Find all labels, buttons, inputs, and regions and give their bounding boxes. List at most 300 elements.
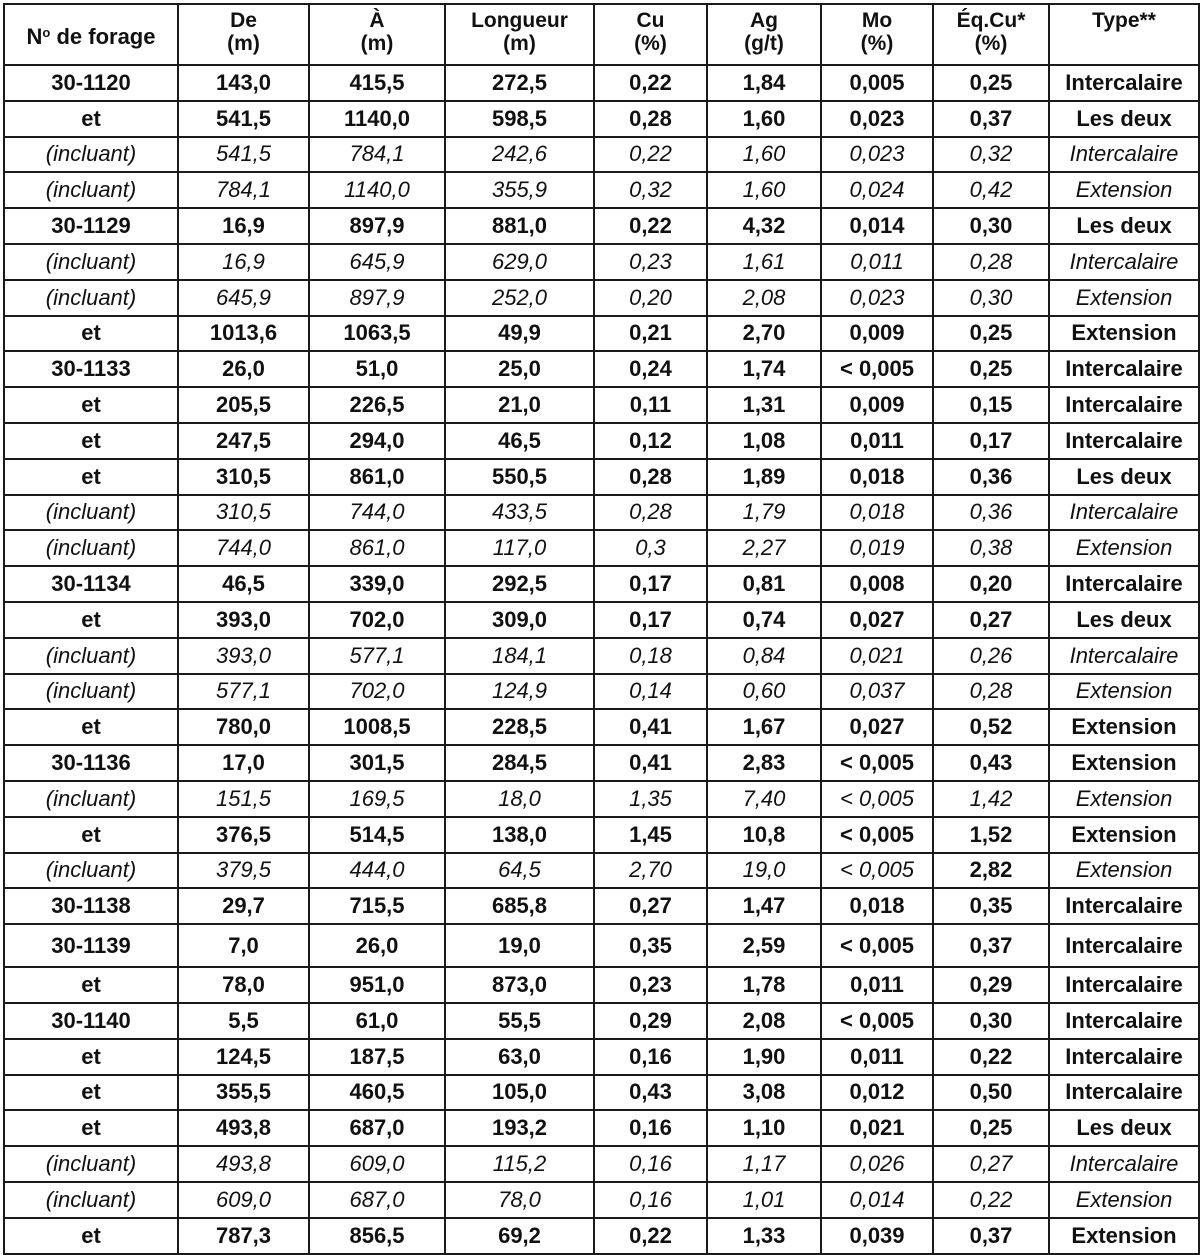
table-row bbox=[4, 495, 1199, 531]
cell-length-m: 873,0 bbox=[445, 967, 594, 1003]
cell-from-m: 355,5 bbox=[178, 1075, 309, 1111]
table-row bbox=[4, 888, 1199, 924]
cell-from-m: 577,1 bbox=[178, 674, 309, 710]
cell-mo-pct: < 0,005 bbox=[821, 1003, 933, 1039]
cell-cu-pct: 0,21 bbox=[594, 316, 707, 352]
header-to-label: À bbox=[369, 9, 385, 32]
cell-hole-number: et bbox=[4, 967, 178, 1003]
cell-from-m: 493,8 bbox=[178, 1146, 309, 1182]
table-row bbox=[4, 853, 1199, 889]
cell-cu-equivalent-pct: 0,25 bbox=[933, 316, 1049, 352]
cell-hole-number: (incluant) bbox=[4, 781, 178, 817]
cell-type: Les deux bbox=[1049, 602, 1199, 638]
cell-hole-number: et bbox=[4, 101, 178, 137]
cell-cu-pct: 0,27 bbox=[594, 888, 707, 924]
cell-mo-pct: 0,023 bbox=[821, 137, 933, 173]
cell-ag-gt: 1,61 bbox=[707, 244, 821, 280]
cell-type: Extension bbox=[1049, 745, 1199, 781]
cell-to-m: 26,0 bbox=[309, 924, 445, 967]
header-mo bbox=[821, 4, 933, 65]
cell-from-m: 784,1 bbox=[178, 172, 309, 208]
cell-mo-pct: 0,011 bbox=[821, 967, 933, 1003]
cell-mo-pct: 0,021 bbox=[821, 638, 933, 674]
cell-length-m: 309,0 bbox=[445, 602, 594, 638]
cell-type: Intercalaire bbox=[1049, 1075, 1199, 1111]
cell-cu-pct: 0,23 bbox=[594, 967, 707, 1003]
cell-cu-equivalent-pct: 0,29 bbox=[933, 967, 1049, 1003]
header-hole-label-rest: de forage bbox=[50, 24, 156, 49]
cell-mo-pct: < 0,005 bbox=[821, 351, 933, 387]
drill-results-table bbox=[3, 3, 1200, 1255]
header-cu-equivalent bbox=[933, 4, 1049, 65]
cell-cu-pct: 0,18 bbox=[594, 638, 707, 674]
cell-hole-number: (incluant) bbox=[4, 495, 178, 531]
cell-cu-equivalent-pct: 0,25 bbox=[933, 1110, 1049, 1146]
header-ag-unit: (g/t) bbox=[744, 32, 784, 55]
cell-from-m: 1013,6 bbox=[178, 316, 309, 352]
cell-ag-gt: 1,78 bbox=[707, 967, 821, 1003]
cell-from-m: 26,0 bbox=[178, 351, 309, 387]
cell-cu-equivalent-pct: 0,27 bbox=[933, 1146, 1049, 1182]
cell-cu-pct: 1,35 bbox=[594, 781, 707, 817]
cell-to-m: 1140,0 bbox=[309, 172, 445, 208]
cell-hole-number: et bbox=[4, 1075, 178, 1111]
table-row bbox=[4, 817, 1199, 853]
cell-hole-number: 30-1138 bbox=[4, 888, 178, 924]
cell-length-m: 242,6 bbox=[445, 137, 594, 173]
header-length-label: Longueur bbox=[471, 9, 568, 32]
cell-from-m: 310,5 bbox=[178, 495, 309, 531]
cell-from-m: 16,9 bbox=[178, 244, 309, 280]
cell-type: Extension bbox=[1049, 316, 1199, 352]
cell-ag-gt: 19,0 bbox=[707, 853, 821, 889]
table-row bbox=[4, 674, 1199, 710]
cell-ag-gt: 7,40 bbox=[707, 781, 821, 817]
cell-mo-pct: 0,011 bbox=[821, 244, 933, 280]
cell-length-m: 115,2 bbox=[445, 1146, 594, 1182]
cell-length-m: 55,5 bbox=[445, 1003, 594, 1039]
cell-ag-gt: 1,31 bbox=[707, 387, 821, 423]
cell-mo-pct: 0,005 bbox=[821, 65, 933, 101]
cell-length-m: 284,5 bbox=[445, 745, 594, 781]
cell-type: Extension bbox=[1049, 781, 1199, 817]
cell-hole-number: 30-1133 bbox=[4, 351, 178, 387]
cell-cu-equivalent-pct: 1,42 bbox=[933, 781, 1049, 817]
cell-length-m: 629,0 bbox=[445, 244, 594, 280]
cell-to-m: 1008,5 bbox=[309, 709, 445, 745]
cell-cu-equivalent-pct: 1,52 bbox=[933, 817, 1049, 853]
cell-length-m: 184,1 bbox=[445, 638, 594, 674]
cell-hole-number: 30-1129 bbox=[4, 208, 178, 244]
cell-length-m: 78,0 bbox=[445, 1182, 594, 1218]
cell-cu-equivalent-pct: 0,15 bbox=[933, 387, 1049, 423]
cell-ag-gt: 1,74 bbox=[707, 351, 821, 387]
cell-mo-pct: 0,011 bbox=[821, 423, 933, 459]
cell-hole-number: (incluant) bbox=[4, 853, 178, 889]
cell-length-m: 117,0 bbox=[445, 530, 594, 566]
table-row bbox=[4, 1146, 1199, 1182]
cell-type: Les deux bbox=[1049, 459, 1199, 495]
cell-cu-equivalent-pct: 0,30 bbox=[933, 1003, 1049, 1039]
cell-length-m: 598,5 bbox=[445, 101, 594, 137]
header-from bbox=[178, 4, 309, 65]
cell-cu-pct: 0,28 bbox=[594, 101, 707, 137]
cell-type: Extension bbox=[1049, 530, 1199, 566]
cell-length-m: 138,0 bbox=[445, 817, 594, 853]
cell-from-m: 393,0 bbox=[178, 602, 309, 638]
cell-type: Intercalaire bbox=[1049, 351, 1199, 387]
cell-from-m: 645,9 bbox=[178, 280, 309, 316]
cell-type: Extension bbox=[1049, 1218, 1199, 1254]
cell-from-m: 541,5 bbox=[178, 137, 309, 173]
cell-cu-pct: 0,16 bbox=[594, 1182, 707, 1218]
cell-type: Extension bbox=[1049, 1182, 1199, 1218]
cell-from-m: 46,5 bbox=[178, 566, 309, 602]
cell-length-m: 881,0 bbox=[445, 208, 594, 244]
cell-length-m: 550,5 bbox=[445, 459, 594, 495]
header-cu bbox=[594, 4, 707, 65]
cell-mo-pct: 0,018 bbox=[821, 495, 933, 531]
cell-mo-pct: 0,024 bbox=[821, 172, 933, 208]
cell-length-m: 46,5 bbox=[445, 423, 594, 459]
cell-type: Les deux bbox=[1049, 1110, 1199, 1146]
header-type bbox=[1049, 4, 1199, 65]
cell-cu-pct: 0,43 bbox=[594, 1075, 707, 1111]
header-mo-unit: (%) bbox=[860, 32, 894, 55]
cell-cu-equivalent-pct: 0,26 bbox=[933, 638, 1049, 674]
cell-cu-pct: 0,22 bbox=[594, 65, 707, 101]
cell-ag-gt: 1,60 bbox=[707, 101, 821, 137]
cell-mo-pct: < 0,005 bbox=[821, 817, 933, 853]
cell-hole-number: et bbox=[4, 316, 178, 352]
cell-mo-pct: 0,037 bbox=[821, 674, 933, 710]
cell-cu-equivalent-pct: 0,22 bbox=[933, 1182, 1049, 1218]
cell-mo-pct: 0,018 bbox=[821, 459, 933, 495]
cell-from-m: 376,5 bbox=[178, 817, 309, 853]
cell-mo-pct: 0,014 bbox=[821, 208, 933, 244]
cell-cu-pct: 1,45 bbox=[594, 817, 707, 853]
cell-from-m: 5,5 bbox=[178, 1003, 309, 1039]
cell-hole-number: (incluant) bbox=[4, 244, 178, 280]
table-row bbox=[4, 208, 1199, 244]
cell-from-m: 310,5 bbox=[178, 459, 309, 495]
cell-to-m: 415,5 bbox=[309, 65, 445, 101]
cell-cu-equivalent-pct: 0,20 bbox=[933, 566, 1049, 602]
cell-length-m: 685,8 bbox=[445, 888, 594, 924]
cell-length-m: 49,9 bbox=[445, 316, 594, 352]
cell-from-m: 247,5 bbox=[178, 423, 309, 459]
cell-cu-pct: 0,20 bbox=[594, 280, 707, 316]
table-row bbox=[4, 387, 1199, 423]
cell-mo-pct: < 0,005 bbox=[821, 853, 933, 889]
cell-cu-pct: 0,16 bbox=[594, 1039, 707, 1075]
table-row bbox=[4, 316, 1199, 352]
cell-ag-gt: 2,08 bbox=[707, 1003, 821, 1039]
cell-from-m: 124,5 bbox=[178, 1039, 309, 1075]
cell-cu-equivalent-pct: 0,30 bbox=[933, 208, 1049, 244]
cell-type: Intercalaire bbox=[1049, 387, 1199, 423]
cell-cu-equivalent-pct: 0,27 bbox=[933, 602, 1049, 638]
cell-type: Extension bbox=[1049, 674, 1199, 710]
table-row bbox=[4, 967, 1199, 1003]
cell-cu-pct: 0,16 bbox=[594, 1146, 707, 1182]
cell-to-m: 744,0 bbox=[309, 495, 445, 531]
cell-to-m: 339,0 bbox=[309, 566, 445, 602]
cell-cu-pct: 0,14 bbox=[594, 674, 707, 710]
cell-cu-equivalent-pct: 0,17 bbox=[933, 423, 1049, 459]
table-row bbox=[4, 566, 1199, 602]
cell-cu-pct: 0,17 bbox=[594, 566, 707, 602]
cell-ag-gt: 0,60 bbox=[707, 674, 821, 710]
cell-ag-gt: 1,17 bbox=[707, 1146, 821, 1182]
cell-type: Intercalaire bbox=[1049, 1146, 1199, 1182]
cell-hole-number: (incluant) bbox=[4, 137, 178, 173]
header-cueq-label: Éq.Cu* bbox=[956, 9, 1026, 32]
cell-hole-number: et bbox=[4, 423, 178, 459]
cell-length-m: 63,0 bbox=[445, 1039, 594, 1075]
cell-length-m: 193,2 bbox=[445, 1110, 594, 1146]
cell-hole-number: 30-1139 bbox=[4, 924, 178, 967]
cell-type: Intercalaire bbox=[1049, 65, 1199, 101]
cell-type: Intercalaire bbox=[1049, 1039, 1199, 1075]
cell-hole-number: 30-1134 bbox=[4, 566, 178, 602]
cell-ag-gt: 1,79 bbox=[707, 495, 821, 531]
cell-mo-pct: 0,009 bbox=[821, 316, 933, 352]
cell-hole-number: et bbox=[4, 1218, 178, 1254]
cell-length-m: 69,2 bbox=[445, 1218, 594, 1254]
cell-to-m: 702,0 bbox=[309, 602, 445, 638]
cell-ag-gt: 1,08 bbox=[707, 423, 821, 459]
cell-ag-gt: 2,27 bbox=[707, 530, 821, 566]
cell-from-m: 744,0 bbox=[178, 530, 309, 566]
cell-cu-pct: 2,70 bbox=[594, 853, 707, 889]
cell-cu-pct: 0,22 bbox=[594, 208, 707, 244]
header-cu-unit: (%) bbox=[634, 32, 667, 55]
header-ag-label: Ag bbox=[750, 9, 778, 32]
cell-length-m: 292,5 bbox=[445, 566, 594, 602]
cell-to-m: 861,0 bbox=[309, 459, 445, 495]
cell-to-m: 784,1 bbox=[309, 137, 445, 173]
cell-ag-gt: 0,84 bbox=[707, 638, 821, 674]
cell-to-m: 897,9 bbox=[309, 280, 445, 316]
cell-cu-equivalent-pct: 0,25 bbox=[933, 351, 1049, 387]
cell-from-m: 7,0 bbox=[178, 924, 309, 967]
cell-type: Les deux bbox=[1049, 101, 1199, 137]
cell-cu-equivalent-pct: 0,37 bbox=[933, 101, 1049, 137]
cell-to-m: 444,0 bbox=[309, 853, 445, 889]
header-hole-number bbox=[4, 4, 178, 65]
cell-ag-gt: 1,47 bbox=[707, 888, 821, 924]
cell-cu-equivalent-pct: 0,30 bbox=[933, 280, 1049, 316]
cell-cu-equivalent-pct: 0,43 bbox=[933, 745, 1049, 781]
cell-type: Intercalaire bbox=[1049, 638, 1199, 674]
cell-type: Extension bbox=[1049, 709, 1199, 745]
cell-cu-equivalent-pct: 0,36 bbox=[933, 459, 1049, 495]
cell-ag-gt: 10,8 bbox=[707, 817, 821, 853]
cell-type: Intercalaire bbox=[1049, 244, 1199, 280]
cell-cu-pct: 0,23 bbox=[594, 244, 707, 280]
cell-ag-gt: 0,74 bbox=[707, 602, 821, 638]
cell-from-m: 609,0 bbox=[178, 1182, 309, 1218]
table-row bbox=[4, 745, 1199, 781]
cell-type: Extension bbox=[1049, 280, 1199, 316]
table-row bbox=[4, 423, 1199, 459]
header-to bbox=[309, 4, 445, 65]
cell-from-m: 541,5 bbox=[178, 101, 309, 137]
cell-cu-pct: 0,28 bbox=[594, 459, 707, 495]
cell-cu-equivalent-pct: 0,22 bbox=[933, 1039, 1049, 1075]
cell-ag-gt: 2,83 bbox=[707, 745, 821, 781]
cell-cu-pct: 0,24 bbox=[594, 351, 707, 387]
cell-to-m: 169,5 bbox=[309, 781, 445, 817]
cell-hole-number: et bbox=[4, 387, 178, 423]
cell-type: Extension bbox=[1049, 853, 1199, 889]
header-from-unit: (m) bbox=[227, 32, 260, 55]
cell-cu-equivalent-pct: 0,28 bbox=[933, 674, 1049, 710]
cell-mo-pct: 0,008 bbox=[821, 566, 933, 602]
table-row bbox=[4, 101, 1199, 137]
cell-to-m: 514,5 bbox=[309, 817, 445, 853]
table-row bbox=[4, 924, 1199, 967]
table-row bbox=[4, 1075, 1199, 1111]
cell-ag-gt: 0,81 bbox=[707, 566, 821, 602]
cell-to-m: 715,5 bbox=[309, 888, 445, 924]
cell-type: Intercalaire bbox=[1049, 495, 1199, 531]
cell-cu-pct: 0,41 bbox=[594, 745, 707, 781]
cell-ag-gt: 2,70 bbox=[707, 316, 821, 352]
cell-from-m: 493,8 bbox=[178, 1110, 309, 1146]
cell-length-m: 18,0 bbox=[445, 781, 594, 817]
cell-hole-number: (incluant) bbox=[4, 638, 178, 674]
cell-hole-number: et bbox=[4, 817, 178, 853]
cell-mo-pct: < 0,005 bbox=[821, 924, 933, 967]
header-cueq-unit: (%) bbox=[974, 32, 1008, 55]
cell-mo-pct: 0,023 bbox=[821, 280, 933, 316]
cell-mo-pct: 0,026 bbox=[821, 1146, 933, 1182]
cell-cu-pct: 0,22 bbox=[594, 1218, 707, 1254]
cell-cu-pct: 0,32 bbox=[594, 172, 707, 208]
cell-type: Extension bbox=[1049, 817, 1199, 853]
cell-length-m: 252,0 bbox=[445, 280, 594, 316]
cell-hole-number: et bbox=[4, 1039, 178, 1075]
cell-ag-gt: 1,67 bbox=[707, 709, 821, 745]
cell-to-m: 301,5 bbox=[309, 745, 445, 781]
cell-to-m: 702,0 bbox=[309, 674, 445, 710]
cell-hole-number: et bbox=[4, 1110, 178, 1146]
cell-length-m: 355,9 bbox=[445, 172, 594, 208]
header-length bbox=[445, 4, 594, 65]
cell-type: Intercalaire bbox=[1049, 566, 1199, 602]
cell-from-m: 151,5 bbox=[178, 781, 309, 817]
cell-ag-gt: 1,01 bbox=[707, 1182, 821, 1218]
cell-ag-gt: 1,89 bbox=[707, 459, 821, 495]
cell-type: Intercalaire bbox=[1049, 888, 1199, 924]
cell-hole-number: (incluant) bbox=[4, 530, 178, 566]
table-row bbox=[4, 1218, 1199, 1254]
cell-mo-pct: 0,011 bbox=[821, 1039, 933, 1075]
cell-from-m: 393,0 bbox=[178, 638, 309, 674]
table-row bbox=[4, 530, 1199, 566]
cell-to-m: 1140,0 bbox=[309, 101, 445, 137]
header-hole-label: N bbox=[26, 24, 43, 49]
cell-hole-number: 30-1136 bbox=[4, 745, 178, 781]
table-row bbox=[4, 1039, 1199, 1075]
table-row bbox=[4, 1003, 1199, 1039]
cell-to-m: 61,0 bbox=[309, 1003, 445, 1039]
cell-ag-gt: 1,60 bbox=[707, 137, 821, 173]
cell-cu-pct: 0,3 bbox=[594, 530, 707, 566]
cell-hole-number: et bbox=[4, 459, 178, 495]
cell-mo-pct: 0,027 bbox=[821, 709, 933, 745]
table-row bbox=[4, 602, 1199, 638]
cell-hole-number: (incluant) bbox=[4, 172, 178, 208]
table-row bbox=[4, 137, 1199, 173]
cell-ag-gt: 4,32 bbox=[707, 208, 821, 244]
cell-from-m: 16,9 bbox=[178, 208, 309, 244]
table-row bbox=[4, 1110, 1199, 1146]
cell-from-m: 205,5 bbox=[178, 387, 309, 423]
table-row bbox=[4, 709, 1199, 745]
cell-mo-pct: 0,019 bbox=[821, 530, 933, 566]
cell-ag-gt: 1,90 bbox=[707, 1039, 821, 1075]
cell-to-m: 687,0 bbox=[309, 1182, 445, 1218]
cell-to-m: 856,5 bbox=[309, 1218, 445, 1254]
cell-hole-number: (incluant) bbox=[4, 1182, 178, 1218]
table-body bbox=[4, 65, 1199, 1254]
cell-cu-equivalent-pct: 0,37 bbox=[933, 1218, 1049, 1254]
cell-length-m: 105,0 bbox=[445, 1075, 594, 1111]
cell-cu-equivalent-pct: 0,37 bbox=[933, 924, 1049, 967]
cell-ag-gt: 3,08 bbox=[707, 1075, 821, 1111]
cell-hole-number: 30-1120 bbox=[4, 65, 178, 101]
cell-type: Intercalaire bbox=[1049, 423, 1199, 459]
cell-type: Extension bbox=[1049, 172, 1199, 208]
header-ag bbox=[707, 4, 821, 65]
cell-to-m: 897,9 bbox=[309, 208, 445, 244]
cell-mo-pct: 0,012 bbox=[821, 1075, 933, 1111]
cell-ag-gt: 1,33 bbox=[707, 1218, 821, 1254]
cell-mo-pct: 0,009 bbox=[821, 387, 933, 423]
cell-type: Intercalaire bbox=[1049, 967, 1199, 1003]
cell-mo-pct: < 0,005 bbox=[821, 745, 933, 781]
header-mo-label: Mo bbox=[861, 9, 893, 32]
header-length-unit: (m) bbox=[503, 32, 536, 55]
cell-length-m: 21,0 bbox=[445, 387, 594, 423]
cell-mo-pct: 0,039 bbox=[821, 1218, 933, 1254]
cell-type: Intercalaire bbox=[1049, 1003, 1199, 1039]
cell-cu-pct: 0,17 bbox=[594, 602, 707, 638]
cell-to-m: 226,5 bbox=[309, 387, 445, 423]
cell-to-m: 645,9 bbox=[309, 244, 445, 280]
cell-cu-equivalent-pct: 0,28 bbox=[933, 244, 1049, 280]
cell-from-m: 29,7 bbox=[178, 888, 309, 924]
table-row bbox=[4, 459, 1199, 495]
cell-hole-number: 30-1140 bbox=[4, 1003, 178, 1039]
table-row bbox=[4, 244, 1199, 280]
cell-cu-equivalent-pct: 0,38 bbox=[933, 530, 1049, 566]
cell-cu-equivalent-pct: 0,25 bbox=[933, 65, 1049, 101]
cell-cu-pct: 0,41 bbox=[594, 709, 707, 745]
cell-to-m: 294,0 bbox=[309, 423, 445, 459]
cell-mo-pct: 0,014 bbox=[821, 1182, 933, 1218]
cell-from-m: 17,0 bbox=[178, 745, 309, 781]
header-row bbox=[4, 4, 1199, 65]
table-row bbox=[4, 638, 1199, 674]
cell-ag-gt: 2,08 bbox=[707, 280, 821, 316]
cell-mo-pct: < 0,005 bbox=[821, 781, 933, 817]
cell-cu-pct: 0,16 bbox=[594, 1110, 707, 1146]
cell-to-m: 687,0 bbox=[309, 1110, 445, 1146]
